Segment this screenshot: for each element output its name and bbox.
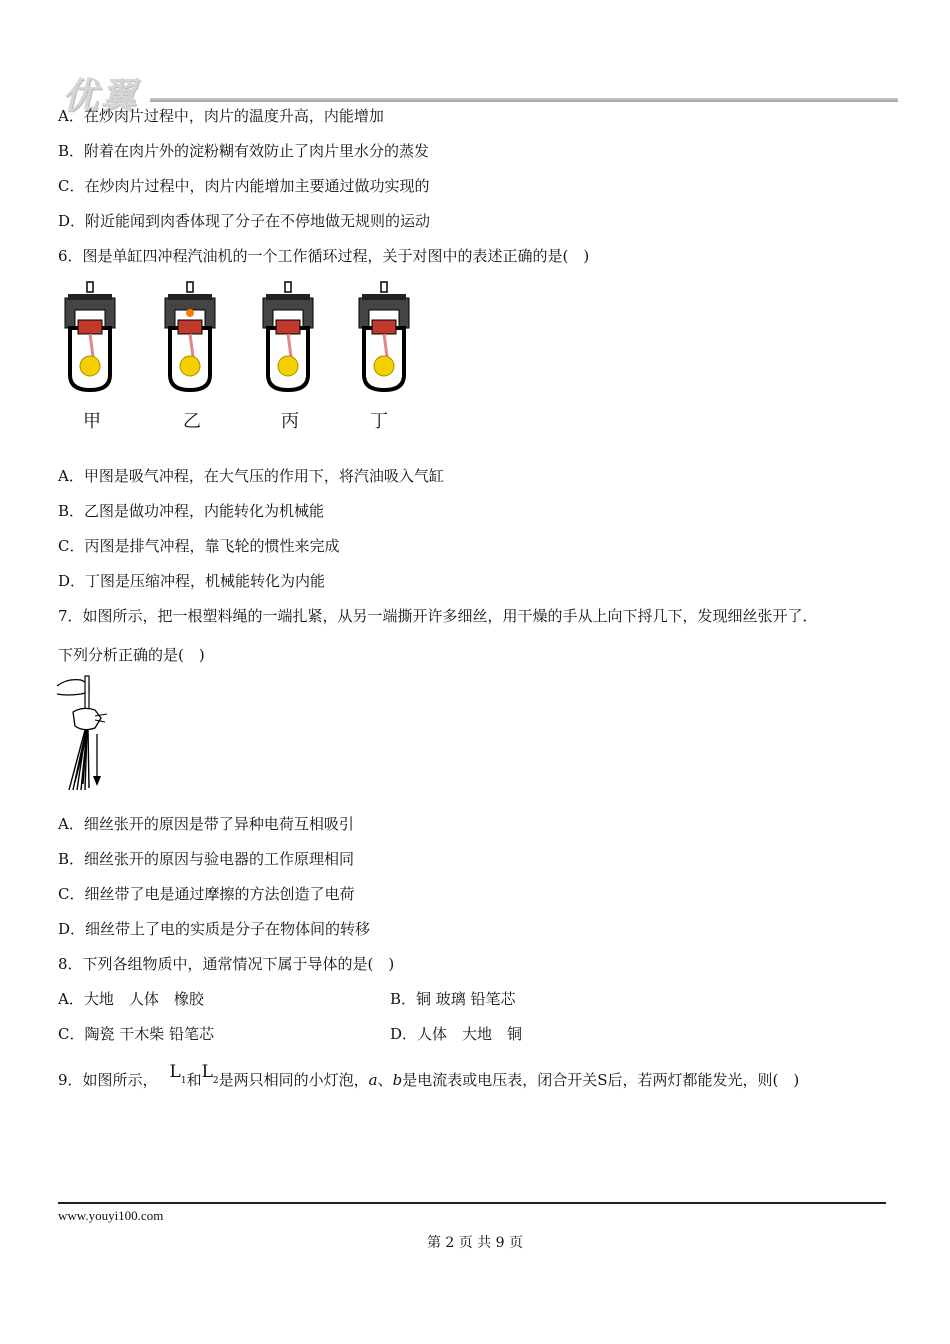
q7-option-b: B．细丝张开的原因与验电器的工作原理相同 bbox=[58, 850, 355, 868]
plastic-rope-diagram bbox=[55, 672, 115, 794]
q7-option-d: D．细丝带上了电的实质是分子在物体间的转移 bbox=[58, 920, 371, 938]
q8-option-b: B．铜 玻璃 铅笔芯 bbox=[390, 990, 516, 1008]
q8-option-c: C．陶瓷 干木柴 铅笔芯 bbox=[58, 1025, 215, 1043]
q5-option-d: D．附近能闻到肉香体现了分子在不停地做无规则的运动 bbox=[58, 212, 431, 230]
q5-option-a: A．在炒肉片过程中，肉片的温度升高，内能增加 bbox=[58, 107, 384, 125]
q8-option-d: D．人体 大地 铜 bbox=[390, 1025, 523, 1043]
q9-b: b bbox=[392, 1071, 403, 1089]
q9-and: 和 bbox=[186, 1071, 202, 1089]
footer-site: www.youyi100.com bbox=[58, 1208, 164, 1223]
q9-sep: 、 bbox=[377, 1071, 393, 1089]
q9-prefix: 9．如图所示， bbox=[58, 1071, 158, 1089]
engine-ding bbox=[359, 282, 409, 390]
q9-suffix: 是电流表或电压表，闭合开关S后，若两灯都能发光，则( ) bbox=[402, 1071, 800, 1089]
q9-lamp1-symbol: L bbox=[169, 1062, 181, 1082]
q9-mid: 是两只相同的小灯泡， bbox=[218, 1071, 369, 1089]
q7-option-c: C．细丝带了电是通过摩擦的方法创造了电荷 bbox=[58, 885, 355, 903]
engine-yi bbox=[165, 282, 215, 390]
q9-lamp2-symbol: L bbox=[201, 1062, 213, 1082]
q6-option-a: A．甲图是吸气冲程，在大气压的作用下，将汽油吸入气缸 bbox=[58, 467, 444, 485]
page-number: 第 2 页 共 9 页 bbox=[426, 1235, 524, 1251]
engine-label-yi: 乙 bbox=[183, 411, 201, 432]
footer-rule bbox=[58, 1202, 886, 1204]
q9-lamp2-sub: 2 bbox=[212, 1076, 219, 1086]
q6-option-c: C．丙图是排气冲程，靠飞轮的惯性来完成 bbox=[58, 537, 340, 555]
q6-option-d: D．丁图是压缩冲程，机械能转化为内能 bbox=[58, 572, 326, 590]
q9-stem bbox=[58, 1062, 800, 1097]
engine-label-jia: 甲 bbox=[83, 411, 101, 432]
engine-bing bbox=[263, 282, 313, 390]
q9-a: a bbox=[368, 1071, 378, 1089]
engine-label-ding: 丁 bbox=[370, 411, 388, 432]
engine-jia bbox=[65, 282, 115, 390]
q9-lamp1-sub: 1 bbox=[180, 1076, 187, 1086]
header-rule bbox=[150, 98, 898, 102]
logo: 优翼 bbox=[62, 76, 139, 117]
engine-diagrams bbox=[60, 280, 430, 395]
q6-stem: 6．图是单缸四冲程汽油机的一个工作循环过程，关于对图中的表述正确的是( ) bbox=[58, 247, 590, 265]
q8-stem: 8．下列各组物质中，通常情况下属于导体的是( ) bbox=[58, 955, 395, 973]
q7-option-a: A．细丝张开的原因是带了异种电荷互相吸引 bbox=[58, 815, 354, 833]
q7-stem-line2: 下列分析正确的是( ) bbox=[58, 646, 205, 664]
q5-option-c: C．在炒肉片过程中，肉片内能增加主要通过做功实现的 bbox=[58, 177, 430, 195]
q7-stem-line1: 7．如图所示，把一根塑料绳的一端扎紧，从另一端撕开许多细丝，用干燥的手从上向下捋几下，发现细丝张开了． bbox=[58, 607, 818, 625]
q6-option-b: B．乙图是做功冲程，内能转化为机械能 bbox=[58, 502, 325, 520]
engine-label-bing: 丙 bbox=[281, 411, 299, 432]
q8-option-a: A．大地 人体 橡胶 bbox=[58, 990, 204, 1008]
q5-option-b: B．附着在肉片外的淀粉糊有效防止了肉片里水分的蒸发 bbox=[58, 142, 430, 160]
